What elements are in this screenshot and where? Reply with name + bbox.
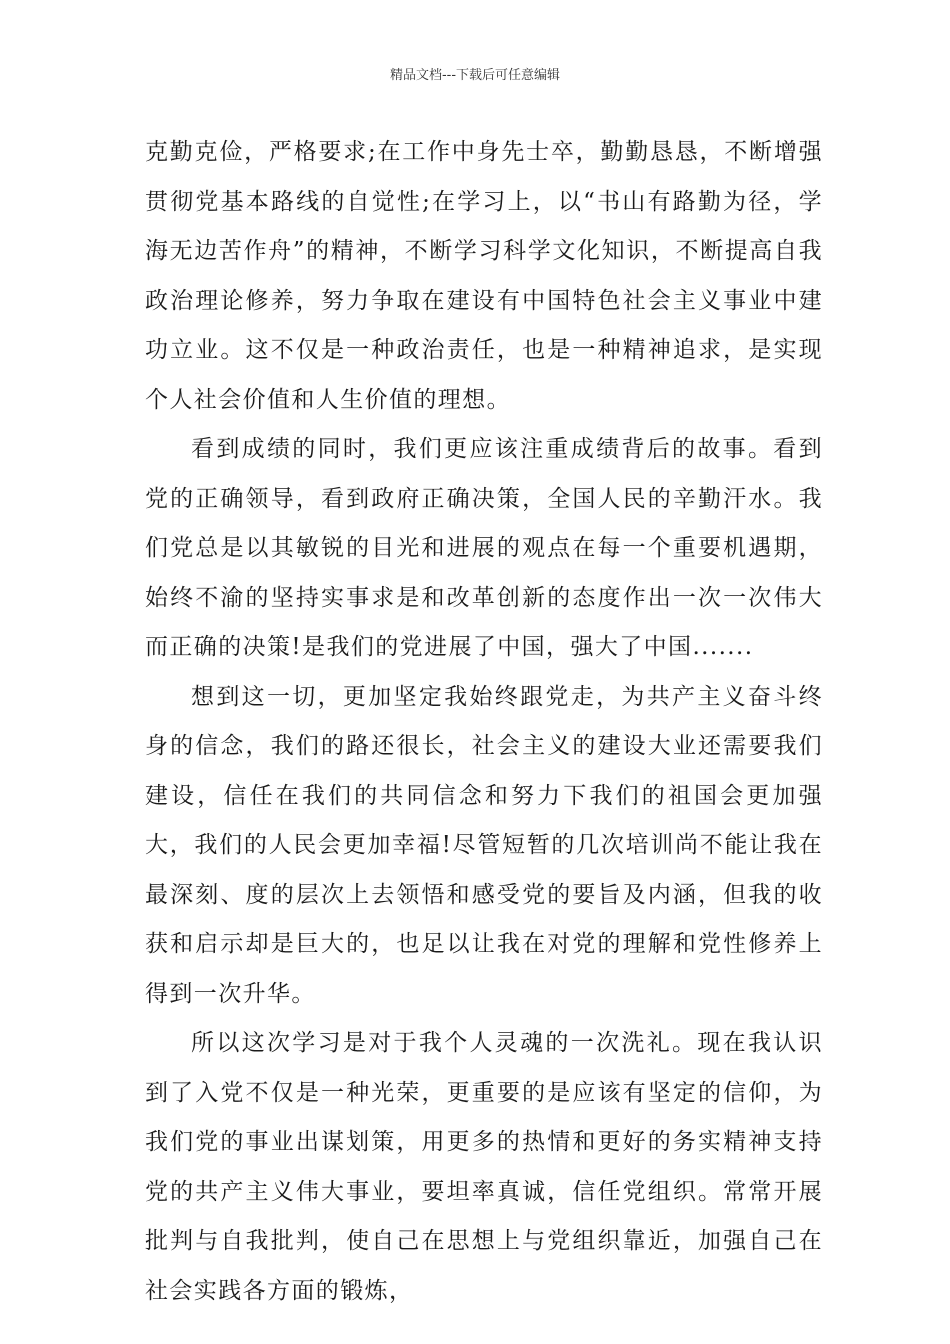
paragraph-1: 克勤克俭，严格要求;在工作中身先士卒，勤勤恳恳，不断增强贯彻党基本路线的自觉性;在学习上，以“书山有路勤为径，学海无边苦作舟”的精神，不断学习科学文化知识，不断提高自我政治理论修养，努力争取在建设有中国特色社会主义事业中建功立业。这不仅是一种政治责任，也是一种精神追求，是实现个人社会价值和人生价值的理想。 — [145, 139, 823, 413]
paragraph-2: 看到成绩的同时，我们更应该注重成绩背后的故事。看到党的正确领导，看到政府正确决策，全国人民的辛勤汗水。我们党总是以其敏锐的目光和进展的观点在每一个重要机遇期，始终不渝的坚持实事求是和改革创新的态度作出一次一次伟大而正确的决策!是我们的党进展了中国，强大了中国....... — [145, 436, 823, 660]
document-body — [145, 128, 823, 1316]
paragraph-4: 所以这次学习是对于我个人灵魂的一次洗礼。现在我认识到了入党不仅是一种光荣，更重要的是应该有坚定的信仰，为我们党的事业出谋划策，用更多的热情和更好的务实精神支持党的共产主义伟大事业，要坦率真诚，信任党组织。常常开展批判与自我批判，使自己在思想上与党组织靠近，加强自己在社会实践各方面的锻炼， — [145, 1030, 823, 1304]
paragraph-3: 想到这一切，更加坚定我始终跟党走，为共产主义奋斗终身的信念，我们的路还很长，社会主义的建设大业还需要我们建设，信任在我们的共同信念和努力下我们的祖国会更加强大，我们的人民会更加幸福!尽管短暂的几次培训尚不能让我在最深刻、度的层次上去领悟和感受党的要旨及内涵，但我的收获和启示却是巨大的，也足以让我在对党的理解和党性修养上得到一次升华。 — [145, 683, 823, 1007]
page-header: 精品文档---下载后可任意编辑 — [389, 68, 561, 83]
